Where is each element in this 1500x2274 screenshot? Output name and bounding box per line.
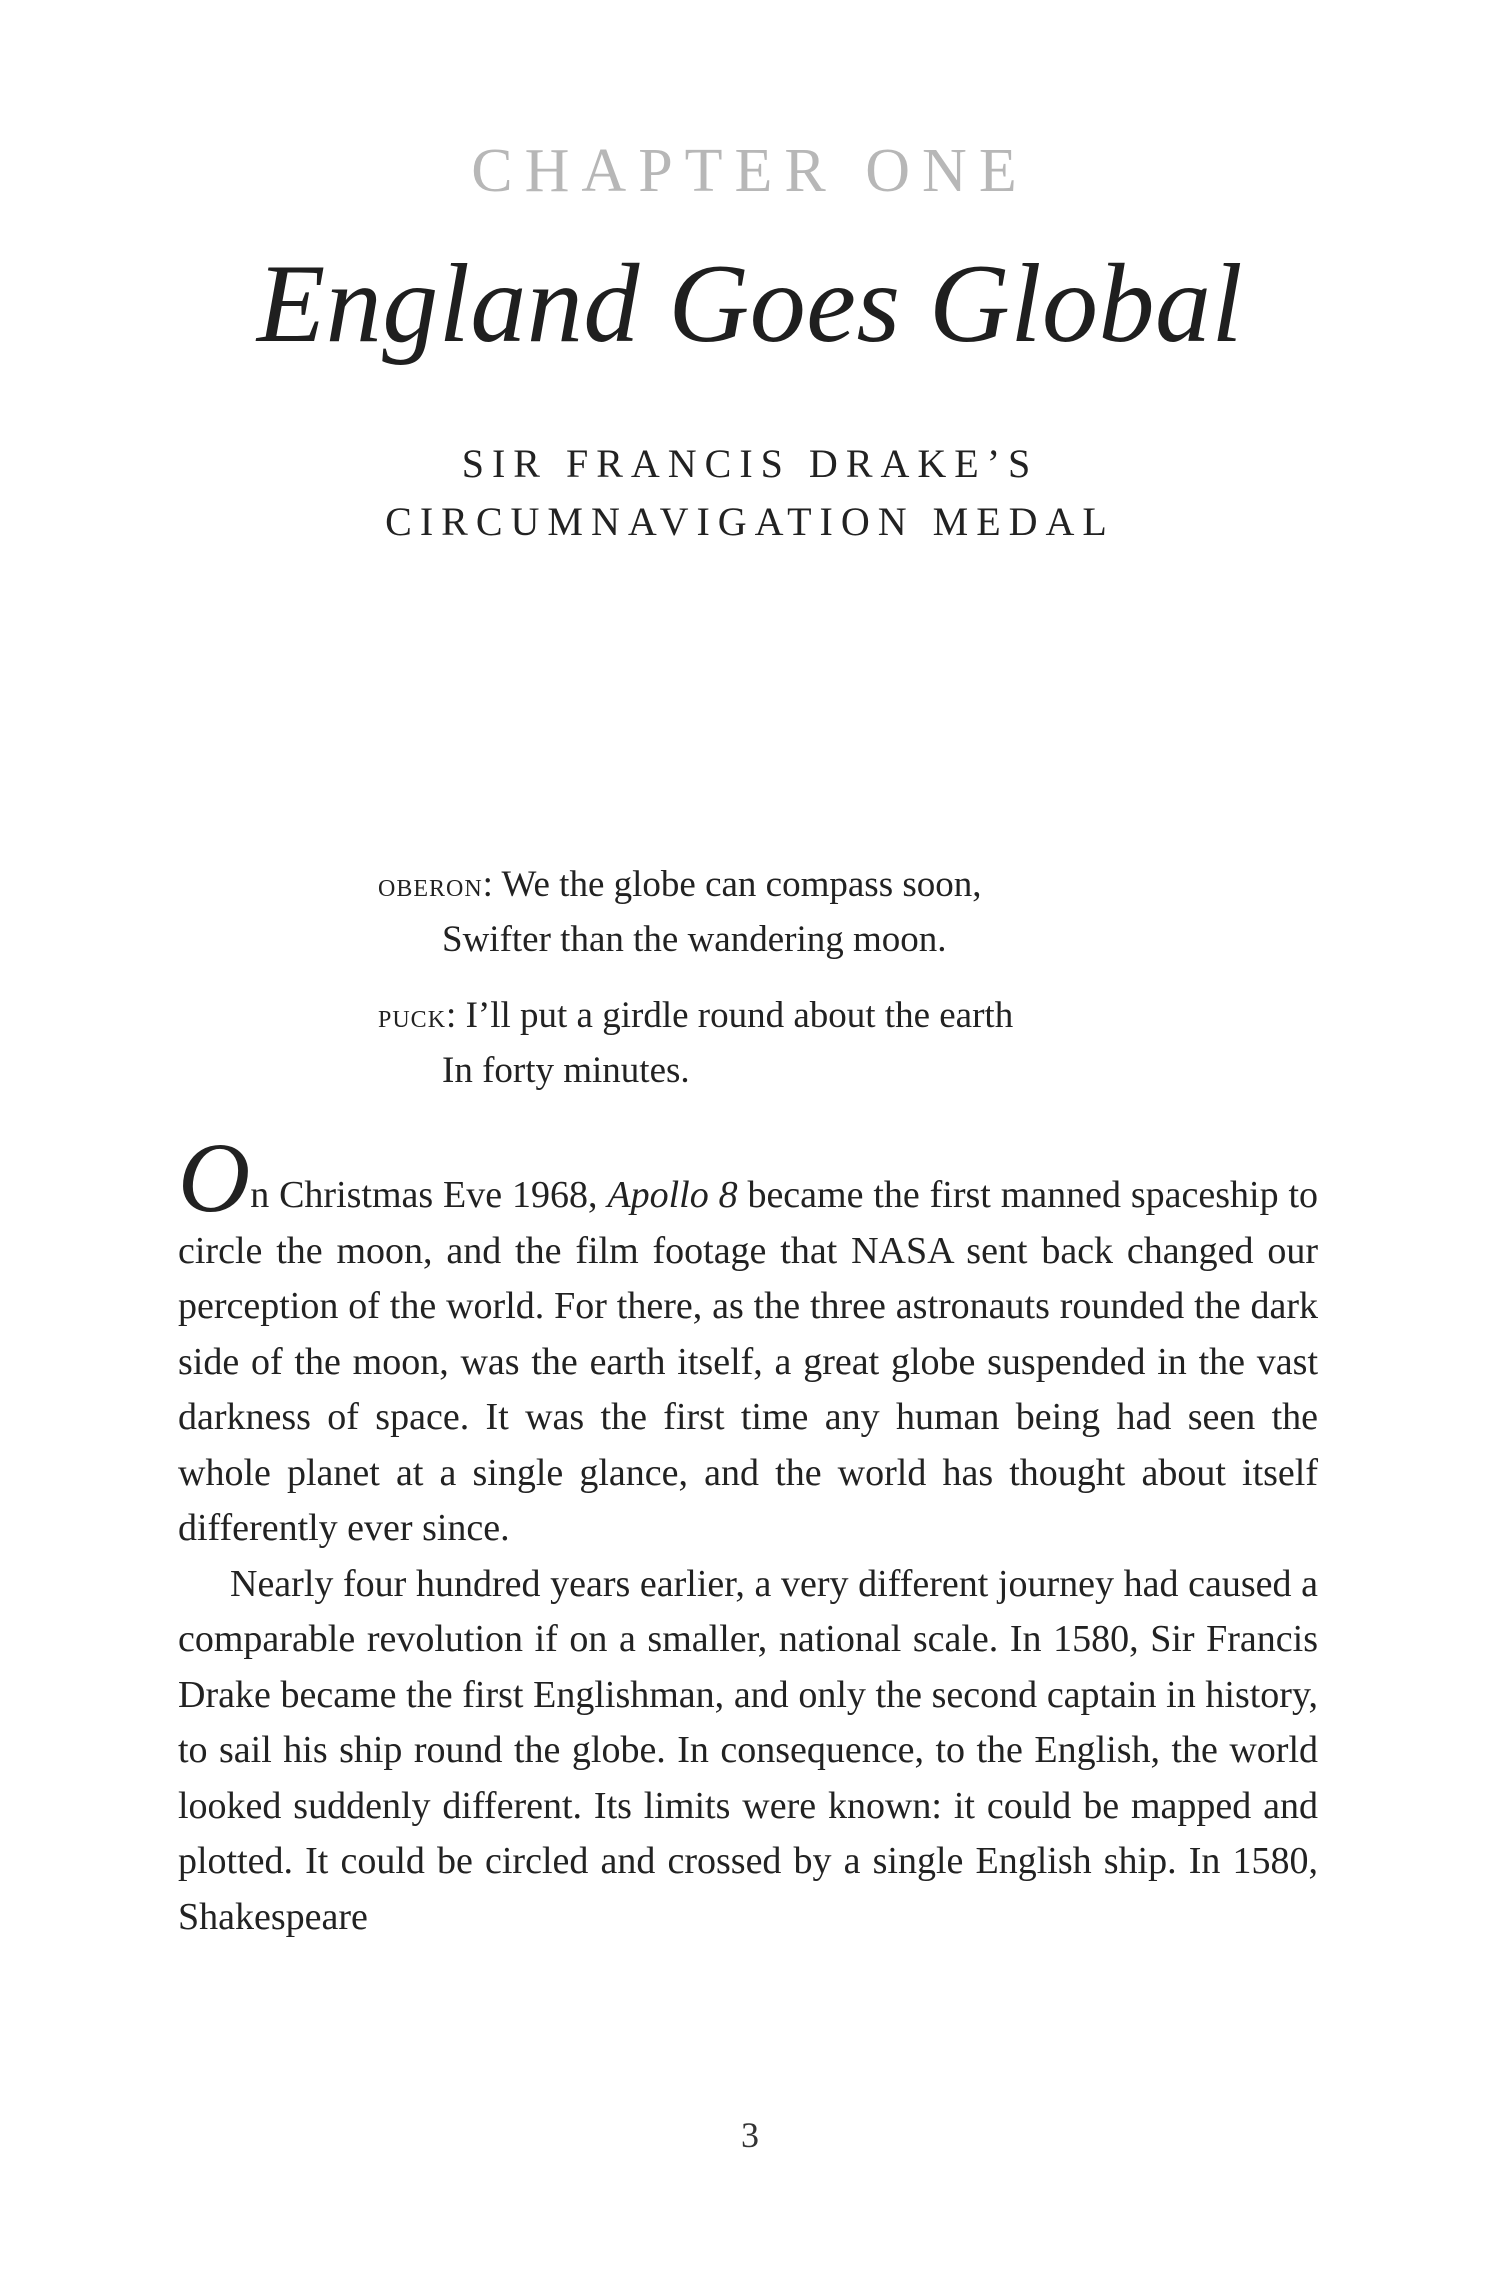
chapter-title: England Goes Global bbox=[256, 242, 1244, 366]
page-number: 3 bbox=[741, 2115, 759, 2155]
verse-text: I’ll put a girdle round about the earth bbox=[465, 995, 1014, 1036]
speaker-separator: : bbox=[446, 995, 466, 1036]
epigraph-oberon bbox=[378, 858, 1208, 967]
epigraph bbox=[378, 858, 1208, 1120]
body-text bbox=[178, 1122, 1318, 1945]
epigraph-line: Swifter than the wandering moon. bbox=[442, 919, 947, 960]
subtitle-line-2: CIRCUMNAVIGATION MEDAL bbox=[385, 499, 1115, 544]
speaker-separator: : bbox=[482, 864, 502, 905]
epigraph-puck bbox=[378, 989, 1208, 1098]
speaker-name: oberon bbox=[378, 867, 483, 904]
drop-cap: O bbox=[178, 1122, 251, 1233]
speaker-name: puck bbox=[378, 998, 447, 1035]
paragraph-text: became the first manned spaceship to circle the moon, and the film footage that NASA sent back changed our perception of the world. For there, as the three astronauts rounded the dark side of the moon, was the earth itself, a great globe suspended in the vast darkness of space. It was the first time any human being had seen the whole planet at a single glance, and the world has thought about itself differently ever since. bbox=[178, 1174, 1318, 1549]
epigraph-line: In forty minutes. bbox=[442, 1050, 690, 1091]
paragraph-2: Nearly four hundred years earlier, a very different journey had caused a comparable revolution if on a smaller, national scale. In 1580, Sir Francis Drake became the first Englishman, and only the second captain in history, to sail his ship round the globe. In consequence, to the English, the world looked suddenly different. Its limits were known: it could be mapped and plotted. It could be circled and crossed by a single English ship. In 1580, Shakespeare bbox=[178, 1562, 1318, 1938]
paragraph-text: n Christmas Eve 1968, bbox=[250, 1174, 608, 1216]
epigraph-line bbox=[378, 989, 1208, 1044]
chapter-label: CHAPTER ONE bbox=[471, 137, 1029, 205]
epigraph-line bbox=[378, 858, 1208, 913]
chapter-subtitle bbox=[0, 440, 1500, 556]
verse-text: We the globe can compass soon, bbox=[501, 864, 982, 905]
spacecraft-name: Apollo 8 bbox=[607, 1174, 738, 1216]
subtitle-line-1: SIR FRANCIS DRAKE’S bbox=[461, 441, 1039, 486]
paragraph-1 bbox=[178, 1122, 1318, 1557]
